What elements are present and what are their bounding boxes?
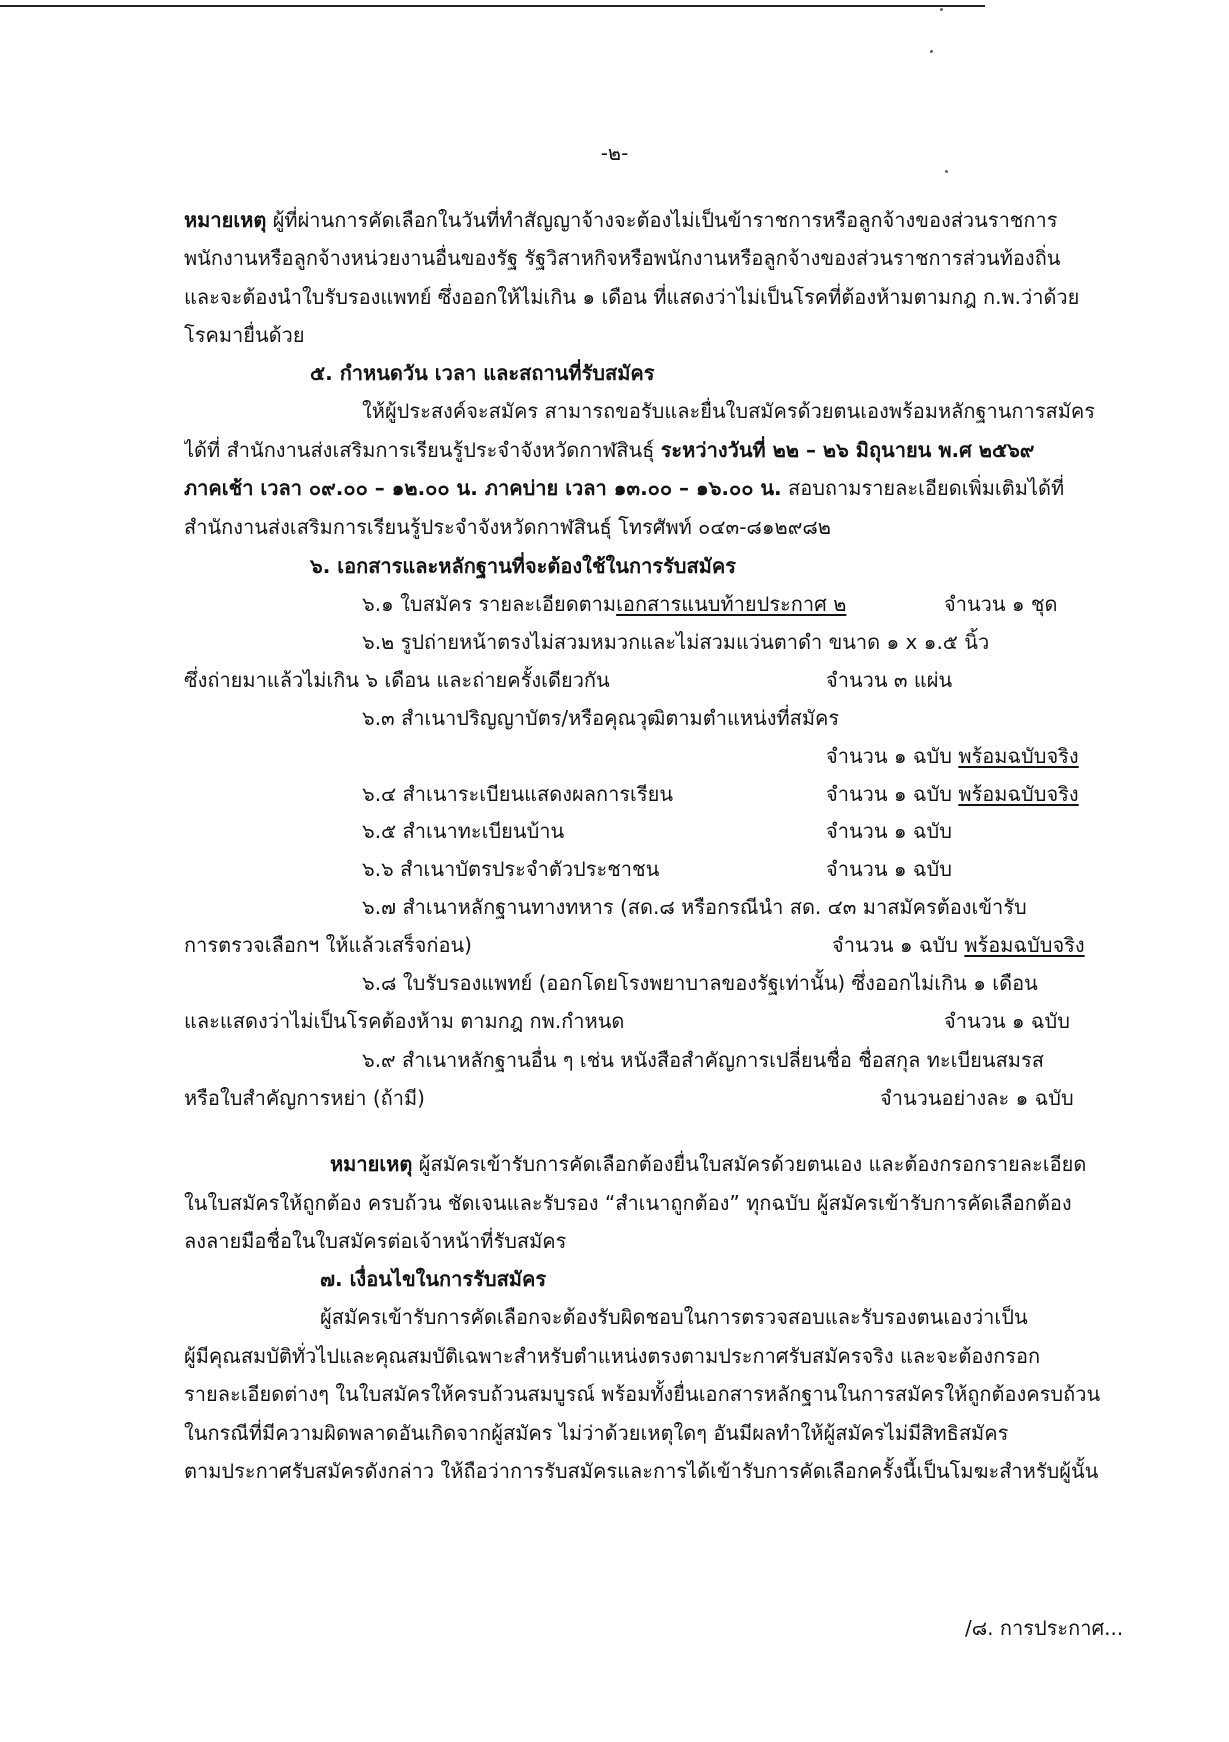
section7-line4: ในกรณีที่มีความผิดพลาดอันเกิดจากผู้สมัคร ไม่ว่าด้วยเหตุใดๆ อันมีผลทำให้ผู้สมัครไม่มีสิทธิสมัคร	[184, 1421, 1009, 1445]
application-hours: ภาคเช้า เวลา ๐๙.๐๐ – ๑๒.๐๐ น. ภาคบ่าย เวลา ๑๓.๐๐ – ๑๖.๐๐ น.	[184, 476, 782, 500]
item-6-6: ๖.๖ สำเนาบัตรประจำตัวประชาชน	[362, 857, 660, 881]
note2-line2: ในใบสมัครให้ถูกต้อง ครบถ้วน ชัดเจนและรับรอง “สำเนาถูกต้อง” ทุกฉบับ ผู้สมัครเข้ารับการคัดเลือกต้อง	[184, 1191, 1072, 1215]
section7-heading: ๗. เงื่อนไขในการรับสมัคร	[320, 1267, 547, 1291]
section5-line2: ได้ที่ สำนักงานส่งเสริมการเรียนรู้ประจำจังหวัดกาฬสินธุ์ ระหว่างวันที่ ๒๒ – ๒๖ มิถุนายน พ.ศ ๒๕๖๙	[184, 438, 1035, 462]
note2-line3: ลงลายมือชื่อในใบสมัครต่อเจ้าหน้าที่รับสมัคร	[184, 1229, 567, 1253]
note1-line3: และจะต้องนำใบรับรองแพทย์ ซึ่งออกให้ไม่เกิน ๑ เดือน ที่แสดงว่าไม่เป็นโรคที่ต้องห้ามตามกฎ ก.พ.ว่าด้วย	[184, 285, 1080, 309]
section5-line3: ภาคเช้า เวลา ๐๙.๐๐ – ๑๒.๐๐ น. ภาคบ่าย เวลา ๑๓.๐๐ – ๑๖.๐๐ น. สอบถามรายละเอียดเพิ่มเติมได้ที่	[184, 476, 1065, 500]
page-number: -๒-	[600, 141, 629, 165]
note2-line1: หมายเหตุ ผู้สมัครเข้ารับการคัดเลือกต้องยื่นใบสมัครด้วยตนเอง และต้องกรอกรายละเอียด	[330, 1152, 1087, 1176]
next-page-continuation: /๘. การประกาศ...	[965, 1616, 1124, 1640]
item-6-2-line1: ๖.๒ รูปถ่ายหน้าตรงไม่สวมหมวกและไม่สวมแว่นตาดำ ขนาด ๑ x ๑.๕ นิ้ว	[362, 630, 990, 654]
section5-line1: ให้ผู้ประสงค์จะสมัคร สามารถขอรับและยื่นใบสมัครด้วยตนเองพร้อมหลักฐานการสมัคร	[362, 399, 1096, 423]
item-6-2-quantity: จำนวน ๓ แผ่น	[826, 668, 953, 692]
item-6-1: ๖.๑ ใบสมัคร รายละเอียดตามเอกสารแนบท้ายประกาศ ๒	[362, 592, 847, 616]
note1-line1: หมายเหตุ ผู้ที่ผ่านการคัดเลือกในวันที่ทำสัญญาจ้างจะต้องไม่เป็นข้าราชการหรือลูกจ้างของส่วนราชการ	[184, 208, 1058, 232]
attachment-reference: เอกสารแนบท้ายประกาศ ๒	[616, 592, 847, 616]
section7-line1: ผู้สมัครเข้ารับการคัดเลือกจะต้องรับผิดชอบในการตรวจสอบและรับรองตนเองว่าเป็น	[320, 1305, 1028, 1329]
item-6-3-quantity: จำนวน ๑ ฉบับ พร้อมฉบับจริง	[826, 744, 1079, 768]
item-6-5-quantity: จำนวน ๑ ฉบับ	[826, 819, 952, 843]
section7-line2: ผู้มีคุณสมบัติทั่วไปและคุณสมบัติเฉพาะสำหรับตำแหน่งตรงตามประกาศรับสมัครจริง และจะต้องกรอก	[184, 1344, 1041, 1368]
item-6-3-line1: ๖.๓ สำเนาปริญญาบัตร/หรือคุณวุฒิตามตำแหน่งที่สมัคร	[362, 706, 840, 730]
section7-line3: รายละเอียดต่างๆ ในใบสมัครให้ครบถ้วนสมบูรณ์ พร้อมทั้งยื่นเอกสารหลักฐานในการสมัครให้ถูกต้องครบถ้วน	[184, 1382, 1101, 1406]
item-6-7-line1: ๖.๗ สำเนาหลักฐานทางทหาร (สด.๘ หรือกรณีนำ สด. ๔๓ มาสมัครต้องเข้ารับ	[362, 895, 1027, 919]
note1-line2: พนักงานหรือลูกจ้างหน่วยงานอื่นของรัฐ รัฐวิสาหกิจหรือพนักงานหรือลูกจ้างของส่วนราชการส่วนท้องถิ่น	[184, 246, 1061, 270]
item-6-4: ๖.๔ สำเนาระเบียนแสดงผลการเรียน	[362, 782, 674, 806]
item-6-9-quantity: จำนวนอย่างละ ๑ ฉบับ	[880, 1086, 1074, 1110]
section6-heading: ๖. เอกสารและหลักฐานที่จะต้องใช้ในการรับสมัคร	[310, 554, 736, 578]
scan-speck	[930, 50, 933, 53]
section7-line5: ตามประกาศรับสมัครดังกล่าว ให้ถือว่าการรับสมัครและการได้เข้ารับการคัดเลือกครั้งนี้เป็นโมฆะสำหรับผู้นั้น	[184, 1459, 1099, 1483]
section5-heading: ๕. กำหนดวัน เวลา และสถานที่รับสมัคร	[310, 361, 655, 385]
section5-line4: สำนักงานส่งเสริมการเรียนรู้ประจำจังหวัดกาฬสินธุ์ โทรศัพท์ ๐๔๓-๘๑๒๙๘๒	[184, 515, 831, 539]
note2-label: หมายเหตุ	[330, 1152, 413, 1176]
original-required: พร้อมฉบับจริง	[958, 782, 1079, 806]
application-period: ระหว่างวันที่ ๒๒ – ๒๖ มิถุนายน พ.ศ ๒๕๖๙	[660, 438, 1035, 462]
item-6-8-line1: ๖.๘ ใบรับรองแพทย์ (ออกโดยโรงพยาบาลของรัฐเท่านั้น) ซึ่งออกไม่เกิน ๑ เดือน	[362, 971, 1038, 995]
item-6-2-line2: ซึ่งถ่ายมาแล้วไม่เกิน ๖ เดือน และถ่ายครั้งเดียวกัน	[184, 668, 610, 692]
item-6-9-line2: หรือใบสำคัญการหย่า (ถ้ามี)	[184, 1086, 425, 1110]
item-6-5: ๖.๕ สำเนาทะเบียนบ้าน	[362, 819, 565, 843]
item-6-7-quantity: จำนวน ๑ ฉบับ พร้อมฉบับจริง	[832, 933, 1085, 957]
item-6-7-line2: การตรวจเลือกฯ ให้แล้วเสร็จก่อน)	[184, 933, 472, 957]
original-required: พร้อมฉบับจริง	[958, 744, 1079, 768]
scan-speck	[940, 8, 943, 11]
item-6-4-quantity: จำนวน ๑ ฉบับ พร้อมฉบับจริง	[826, 782, 1079, 806]
item-6-6-quantity: จำนวน ๑ ฉบับ	[826, 857, 952, 881]
item-6-8-quantity: จำนวน ๑ ฉบับ	[944, 1009, 1070, 1033]
original-required: พร้อมฉบับจริง	[964, 933, 1085, 957]
item-6-8-line2: และแสดงว่าไม่เป็นโรคต้องห้าม ตามกฎ กพ.กำหนด	[184, 1009, 625, 1033]
note1-label: หมายเหตุ	[184, 208, 267, 232]
item-6-9-line1: ๖.๙ สำเนาหลักฐานอื่น ๆ เช่น หนังสือสำคัญการเปลี่ยนชื่อ ชื่อสกุล ทะเบียนสมรส	[362, 1048, 1044, 1072]
note1-line4: โรคมายื่นด้วย	[184, 323, 305, 347]
item-6-1-quantity: จำนวน ๑ ชุด	[944, 592, 1058, 616]
top-border-line	[0, 5, 985, 7]
